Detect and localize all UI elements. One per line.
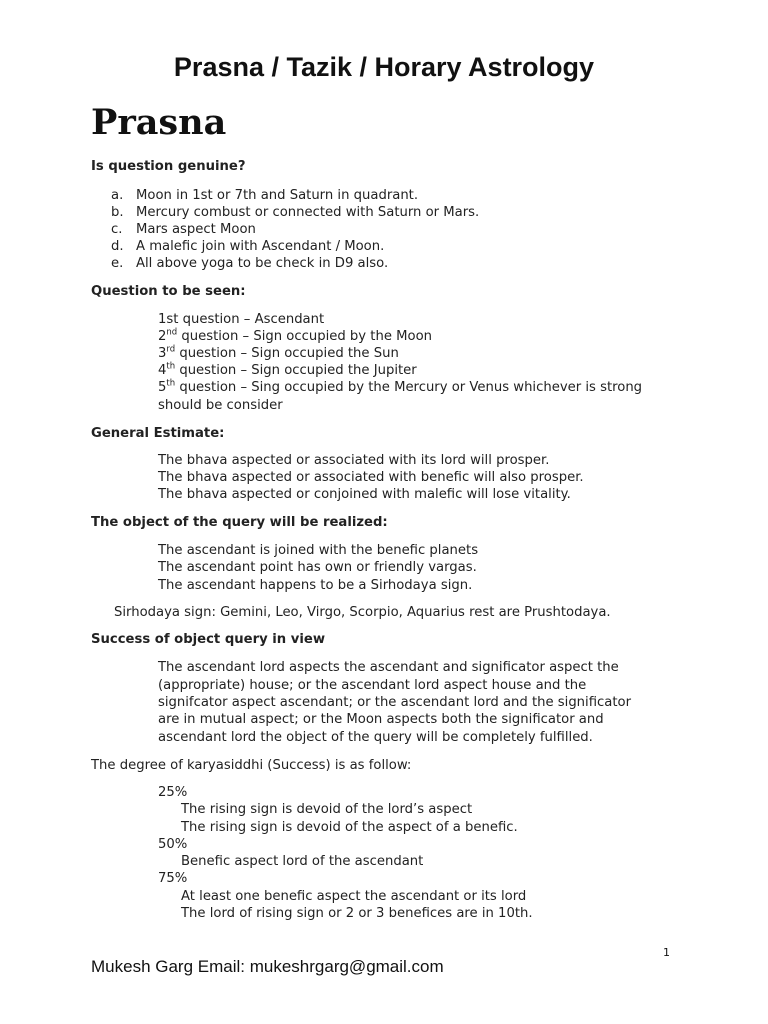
percentage-label-25: 25% — [158, 785, 188, 800]
question-line-text: question – Sign occupied the Sun — [175, 346, 399, 361]
list-item-text: A malefic join with Ascendant / Moon. — [136, 239, 385, 254]
success-paragraph-line: are in mutual aspect; or the Moon aspects both the significator and — [158, 712, 604, 727]
ordinal-suffix: nd — [166, 327, 178, 338]
list-item-text: Moon in 1st or 7th and Saturn in quadrant. — [136, 188, 419, 203]
success-paragraph-line: signifcator aspect ascendant; or the ascendant lord and the significator — [158, 695, 632, 710]
question-line-2 — [158, 328, 432, 345]
condition-line: The rising sign is devoid of the aspect of a benefic. — [181, 820, 518, 835]
page-number: 1 — [663, 946, 670, 959]
question-line-5 — [158, 379, 642, 396]
success-paragraph-line: (appropriate) house; or the ascendant lord aspect house and the — [158, 678, 587, 693]
question-line-3 — [158, 345, 399, 362]
success-paragraph-line: ascendant lord the object of the query will be completely fulfilled. — [158, 730, 593, 745]
section-heading-prasna: Prasna — [91, 102, 227, 143]
success-paragraph-line: The ascendant lord aspects the ascendant and significator aspect the — [158, 660, 619, 675]
condition-line: Benefic aspect lord of the ascendant — [181, 854, 424, 869]
ordinal-suffix: rd — [166, 344, 176, 355]
ordinal-number: 4 — [158, 363, 167, 378]
realized-line: The ascendant point has own or friendly vargas. — [158, 560, 477, 575]
list-item — [111, 204, 479, 221]
ordinal-number: 2 — [158, 329, 167, 344]
list-item — [111, 238, 479, 255]
list-marker: d. — [111, 239, 124, 254]
realized-line: The ascendant happens to be a Sirhodaya sign. — [158, 578, 473, 593]
list-marker: a. — [111, 188, 124, 203]
genuine-conditions-list — [111, 187, 479, 272]
condition-line: The lord of rising sign or 2 or 3 benefices are in 10th. — [181, 906, 533, 921]
karyasiddhi-intro: The degree of karyasiddhi (Success) is as follow: — [91, 758, 412, 773]
ordinal-number: 3 — [158, 346, 167, 361]
ordinal-suffix: th — [166, 361, 176, 372]
question-line-4 — [158, 362, 417, 379]
list-item — [111, 187, 479, 204]
document-header-title: Prasna / Tazik / Horary Astrology — [173, 52, 595, 82]
question-line-text: question – Sign occupied the Jupiter — [175, 363, 417, 378]
list-item-text: Mercury combust or connected with Saturn or Mars. — [136, 205, 480, 220]
list-item-text: All above yoga to be check in D9 also. — [136, 256, 389, 271]
realized-line: The ascendant is joined with the benefic planets — [158, 543, 479, 558]
sirhodaya-note: Sirhodaya sign: Gemini, Leo, Virgo, Scorpio, Aquarius rest are Prushtodaya. — [114, 605, 611, 620]
question-genuine-heading: Is question genuine? — [91, 159, 246, 174]
percentage-label-75: 75% — [158, 871, 188, 886]
ordinal-suffix: th — [166, 378, 176, 389]
success-object-heading: Success of object query in view — [91, 632, 326, 647]
estimate-line: The bhava aspected or conjoined with malefic will lose vitality. — [158, 487, 571, 502]
ordinal-number: 5 — [158, 380, 167, 395]
condition-line: At least one benefic aspect the ascendant or its lord — [181, 889, 527, 904]
question-line-1: 1st question – Ascendant — [158, 312, 325, 327]
question-line-6: should be consider — [158, 398, 283, 413]
percentage-label-50: 50% — [158, 837, 188, 852]
list-item-text: Mars aspect Moon — [136, 222, 256, 237]
object-realized-heading: The object of the query will be realized: — [91, 515, 388, 530]
list-marker: c. — [111, 222, 123, 237]
list-marker: b. — [111, 205, 124, 220]
list-marker: e. — [111, 256, 124, 271]
footer-author-email: Mukesh Garg Email: mukeshrgarg@gmail.com — [91, 957, 444, 976]
general-estimate-heading: General Estimate: — [91, 426, 225, 441]
list-item — [111, 255, 479, 272]
question-line-text: question – Sign occupied by the Moon — [177, 329, 432, 344]
question-to-be-seen-heading: Question to be seen: — [91, 284, 246, 299]
question-line-text: question – Sing occupied by the Mercury or Venus whichever is strong — [175, 380, 643, 395]
estimate-line: The bhava aspected or associated with its lord will prosper. — [158, 453, 550, 468]
list-item — [111, 221, 479, 238]
condition-line: The rising sign is devoid of the lord’s aspect — [181, 802, 473, 817]
estimate-line: The bhava aspected or associated with benefic will also prosper. — [158, 470, 584, 485]
